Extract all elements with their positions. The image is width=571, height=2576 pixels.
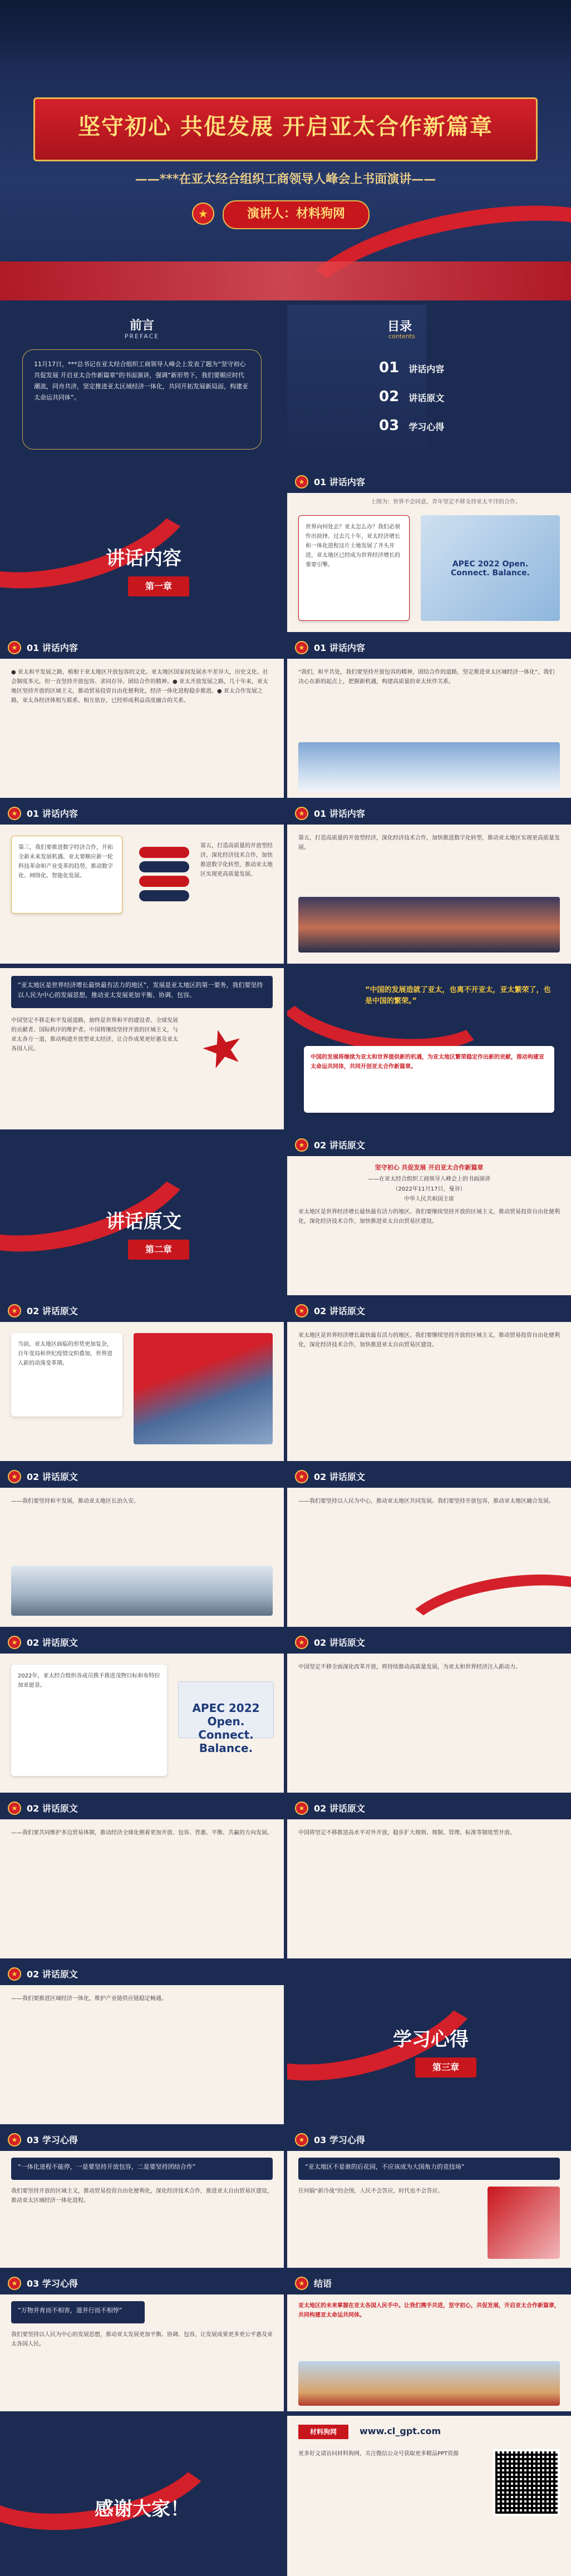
section1-name: 讲话内容 xyxy=(106,547,181,570)
section1-page1b-slide xyxy=(287,636,571,798)
slide-header-label: 01 讲话内容 xyxy=(27,808,78,819)
toc-item-label: 学习心得 xyxy=(408,422,445,432)
section2-page3-slide xyxy=(0,1631,284,1793)
party-emblem-icon: ★ xyxy=(295,641,308,654)
toc-item-3[interactable] xyxy=(379,417,444,434)
slide-header-label: 02 讲话原文 xyxy=(27,1306,78,1316)
red-ribbon-decoration xyxy=(0,2416,232,2549)
brand-badge: 材料狗网 xyxy=(298,2425,348,2439)
slide-header xyxy=(287,2272,571,2294)
section3-page1-quote: “一体化进程不能停，一是要坚持开放包容，二是要坚持团结合作” xyxy=(11,2158,273,2180)
slide-header xyxy=(0,636,284,659)
doc-body: 亚太地区是世界经济增长最快最有活力的地区。我们要继续坚持开放的区域主义，推动贸易投资自由化便利化，深化经济技术合作，加快推进亚太自由贸易区建设。 xyxy=(298,1209,560,1225)
slide-header-label: 02 讲话原文 xyxy=(314,1637,365,1648)
section1-page4-slide xyxy=(287,968,571,1129)
slide-header-label: 02 讲话原文 xyxy=(314,1140,365,1151)
section3-page2-quote: “万物并育而不相害，道并行而不相悖” xyxy=(11,2301,145,2323)
summary-body: 亚太地区的未来掌握在亚太各国人民手中。让我们携手共进，坚守初心，共促发展，开启亚太合作新篇章，共同构建亚太命运共同体。 xyxy=(298,2303,560,2318)
section2-page4-slide xyxy=(0,1797,284,1958)
apec-logo-image xyxy=(178,1681,274,1755)
section2-page3-text: 2022年，亚太经合组织各成员携手推进茂物目标和布特拉加亚愿景。 xyxy=(11,1665,167,1776)
section1-page4-banner: “中国的发展造就了亚太，也离不开亚太，亚太繁荣了，也是中国的繁荣。” xyxy=(365,986,551,1005)
party-emblem-icon: ★ xyxy=(8,1636,21,1649)
mountain-image xyxy=(11,1566,273,1616)
section1-page2-slide xyxy=(0,802,284,964)
toc-item-1[interactable] xyxy=(379,359,444,376)
slide-header-label: 03 学习心得 xyxy=(27,2278,78,2289)
thanks-slide xyxy=(0,2416,284,2576)
section1-page3-quote: “亚太地区是世界经济增长最快最有活力的地区”，发展是亚太地区的第一要务，我们要坚持以人民为中心的发展思想，推动亚太发展更加平衡、协调、包容。 xyxy=(11,976,273,1008)
slide-header xyxy=(0,2272,284,2294)
section1-page1-body: ● 亚太和平发展之路，植根于亚太地区开放包容的文化。亚太地区国家间发展水平差异大，历史文化、社会制度多元，但一直坚持开放包容、求同存异、团结合作的精神。● 亚太开放发展之路，几十年来，亚太地区坚持开放的区域主义，推动贸易投资自由化便利化，经济一体化进程稳步推进。● 亚太合作发展之路，亚太各经济体相互联系、相互依存，已经形成利益高度融合的关系。 xyxy=(11,669,268,704)
slide-header xyxy=(0,1963,284,1985)
slide-header xyxy=(287,1797,571,1819)
slide-header xyxy=(0,1797,284,1819)
party-emblem-icon: ★ xyxy=(295,1802,308,1815)
party-emblem-icon: ★ xyxy=(295,1138,308,1152)
slide-header xyxy=(0,2129,284,2151)
slide-header xyxy=(287,1631,571,1654)
slide-header xyxy=(0,1300,284,1322)
slide-header-label: 02 讲话原文 xyxy=(314,1472,365,1482)
sky-image xyxy=(298,742,560,792)
slide-header xyxy=(0,802,284,825)
section2-page4-text: ——我们要共同维护多边贸易体制，推动经济全球化朝着更加开放、包容、普惠、平衡、共赢的方向发展。 xyxy=(11,1830,273,1836)
section1-text-box: 世界向何处去？亚太怎么办？我们必须作出抉择。过去几十年，亚太经济增长和一体化进程这片土地发展了齐头并进，亚太地区已经成为世界经济增长的重要引擎。 xyxy=(298,515,410,621)
slide-header xyxy=(0,1631,284,1654)
cover-sky xyxy=(0,0,571,67)
section1-page3-body: 中国坚定不移走和平发展道路，始终是世界和平的建设者、全球发展的贡献者、国际秩序的维护者。中国将继续坚持开放的区域主义，与亚太各方一道，推动构建开放型亚太经济，让合作成果更好惠及亚太各国人民。 xyxy=(11,1018,178,1052)
section1-page2-left: 第三，我们要推进数字经济合作，开拓全新未来发展机遇。亚太要顺应新一轮科技革命和产业变革的趋势，推动数字化、网络化、智能化发展。 xyxy=(11,836,122,914)
toc-item-2[interactable] xyxy=(379,388,444,405)
section2-doc-slide xyxy=(287,1134,571,1295)
party-emblem-icon: ★ xyxy=(8,1802,21,1815)
slide-header xyxy=(287,1300,571,1322)
doc-author: 中华人民共和国主席 xyxy=(404,1196,454,1202)
section2-page2-text: ——我们要坚持和平发展，推动亚太地区长治久安。 xyxy=(11,1498,139,1504)
section3-page1b-quote: “亚太地区不是谁的后花园，不应该成为大国角力的竞技场” xyxy=(298,2158,560,2180)
section3-page1b-slide xyxy=(287,2129,571,2268)
section1-page2-side: 第五，打造高质量的开放型经济，深化经济技术合作，加快推进数字化转型，推动亚太地区实现更高质量发展。 xyxy=(200,843,273,877)
section2-page2-slide xyxy=(0,1465,284,1627)
books-icon xyxy=(139,847,189,908)
doc-subtitle: ——在亚太经合组织工商领导人峰会上的书面演讲 xyxy=(368,1176,490,1182)
promo-text: 更多好文请访问材料狗网，关注微信公众号获取更多精品PPT资源 xyxy=(298,2451,459,2457)
section1-page1-slide xyxy=(0,636,284,798)
star-icon: ★ xyxy=(193,1014,252,1083)
party-emblem-icon: ★ xyxy=(8,1304,21,1317)
slide-header-label: 02 讲话原文 xyxy=(27,1969,78,1980)
toc-item-num: 01 xyxy=(379,359,400,376)
section1-page2b-slide xyxy=(287,802,571,964)
slide-header-label: 结语 xyxy=(314,2278,332,2289)
slide-header xyxy=(287,1134,571,1156)
party-emblem-icon: ★ xyxy=(8,1967,21,1981)
sunset-image xyxy=(298,897,560,953)
party-emblem-icon: ★ xyxy=(8,641,21,654)
flag-port-image xyxy=(134,1333,273,1444)
slide-header-label: 01 讲话内容 xyxy=(314,808,365,819)
cover-presenter: 演讲人：材料狗网 xyxy=(223,200,370,229)
cover-title: 坚守初心 共促发展 开启亚太合作新篇章 xyxy=(78,113,493,140)
section2-page5-text: ——我们要推进区域经济一体化，维护产业链供应链稳定畅通。 xyxy=(11,1996,167,2002)
slide-header-label: 01 讲话内容 xyxy=(314,643,365,653)
slide-header xyxy=(0,1465,284,1488)
toc-item-label: 讲话内容 xyxy=(408,364,445,374)
party-emblem-icon: ★ xyxy=(8,1470,21,1483)
section2-page4b-slide xyxy=(287,1797,571,1958)
apec-logo-text: APEC 2022 Open. Connect. Balance. xyxy=(451,560,530,578)
slide-header-label: 02 讲话原文 xyxy=(314,1803,365,1814)
section1-page3-slide xyxy=(0,968,284,1129)
section2-page1-text: 当前，亚太地区面临的形势更加复杂，百年变局和世纪疫情交织叠加，世界进入新的动荡变革期。 xyxy=(11,1333,122,1417)
doc-title: 坚守初心 共促发展 开启亚太合作新篇章 xyxy=(375,1164,484,1171)
qr-code-icon xyxy=(493,2449,560,2516)
doc-date: （2022年11月17日，曼谷） xyxy=(392,1186,466,1192)
slide-header-label: 02 讲话原文 xyxy=(27,1637,78,1648)
section2-page5-slide xyxy=(0,1963,284,2124)
section2-page1-slide xyxy=(0,1300,284,1461)
cover-title-band xyxy=(33,97,538,161)
section2-name: 讲话原文 xyxy=(106,1211,181,1233)
section2-title-slide xyxy=(0,1134,284,1295)
party-emblem-icon: ★ xyxy=(295,1470,308,1483)
party-emblem-icon: ★ xyxy=(295,1304,308,1317)
slide-header xyxy=(287,2129,571,2151)
promo-slide xyxy=(287,2416,571,2576)
section3-page1b-body: 任何搞“新冷战”的企图，人民不会答应，时代也不会答应。 xyxy=(298,2188,444,2194)
summary-slide xyxy=(287,2272,571,2411)
party-emblem-icon: ★ xyxy=(295,475,308,488)
section2-page1b-slide xyxy=(287,1300,571,1461)
section3-chapter-badge: 第三章 xyxy=(415,2057,476,2077)
cover-ribbon-bottom xyxy=(0,261,571,300)
slide-header-label: 03 学习心得 xyxy=(27,2135,78,2145)
slide-header xyxy=(287,471,571,493)
slide-header-label: 02 讲话原文 xyxy=(27,1803,78,1814)
slide-header-label: 02 讲话原文 xyxy=(27,1472,78,1482)
section2-page3b-text: 中国坚定不移全面深化改革开放，将持续推动高质量发展，为亚太和世界经济注入新动力。 xyxy=(298,1664,521,1670)
preface-title-en: PREFACE xyxy=(124,333,160,340)
section1-intro-slide xyxy=(287,471,571,632)
section2-page4b-text: 中国将坚定不移推进高水平对外开放，稳步扩大规则、规制、管理、标准等制度型开放。 xyxy=(298,1830,515,1836)
party-emblem-icon: ★ xyxy=(295,1636,308,1649)
section2-page2b-slide xyxy=(287,1465,571,1627)
cover-subtitle: ——***在亚太经合组织工商领导人峰会上书面演讲—— xyxy=(135,172,436,186)
slide-header-label: 01 讲话内容 xyxy=(27,643,78,653)
section1-page4-body: 中国的发展将继续为亚太和世界提供新的机遇，为亚太地区繁荣稳定作出新的贡献，推动构建亚太命运共同体，共同开创亚太合作新篇章。 xyxy=(304,1046,554,1113)
thanks-text: 感谢大家！ xyxy=(95,2498,189,2520)
preface-body: 11月17日，***总书记在亚太经合组织工商领导人峰会上发表了题为“坚守初心 共促发展 开启亚太合作新篇章”的书面演讲，强调“新形势下，我们要顺应时代潮流，同舟共济，坚定推进亚太区域经济一体化，共同开拓发展新局面，构建亚太命运共同体”。 xyxy=(22,349,262,450)
slide-header xyxy=(287,636,571,659)
section3-page1-slide xyxy=(0,2129,284,2268)
toc-title-en: contents xyxy=(388,333,415,340)
apec-logo-image xyxy=(421,515,560,621)
cover-slide xyxy=(0,0,571,300)
toc-title: 目录 xyxy=(387,319,412,334)
section3-page1-body: 我们要坚持开放的区域主义，推动贸易投资自由化便利化，深化经济技术合作，推进亚太自由贸易区建设，推动亚太区域经济一体化进程。 xyxy=(11,2188,273,2204)
site-url[interactable]: www.cl_gpt.com xyxy=(360,2426,441,2436)
slide-header-label: 03 学习心得 xyxy=(314,2135,365,2145)
section1-title-slide xyxy=(0,471,284,632)
decorative-image xyxy=(488,2187,560,2259)
section1-chapter-badge: 第一章 xyxy=(128,576,189,596)
section2-page2b-text: ——我们要坚持以人民为中心，推动亚太地区共同发展。我们要坚持开放包容，推动亚太地区融合发展。 xyxy=(298,1498,554,1504)
toc-item-num: 03 xyxy=(379,417,400,434)
apec-logo-text: APEC 2022 Open. Connect. Balance. xyxy=(192,1701,260,1755)
party-emblem-icon: ★ xyxy=(8,2133,21,2146)
party-emblem-icon: ★ xyxy=(295,2277,308,2290)
section1-page2b-text: 第五，打造高质量的开放型经济，深化经济技术合作，加快推进数字化转型，推动亚太地区实现更高质量发展。 xyxy=(298,835,560,851)
slide-header xyxy=(287,802,571,825)
tiananmen-image xyxy=(298,2361,560,2406)
party-emblem-icon: ★ xyxy=(295,2133,308,2146)
section3-page2-body: 我们要坚持以人民为中心的发展思想，推动亚太发展更加平衡、协调、包容，让发展成果更多更公平惠及亚太各国人民。 xyxy=(11,2332,273,2347)
slide-header xyxy=(287,1465,571,1488)
party-emblem-icon: ★ xyxy=(8,807,21,820)
section2-chapter-badge: 第二章 xyxy=(128,1240,189,1260)
party-emblem-icon: ★ xyxy=(295,807,308,820)
preface-title: 前言 xyxy=(129,318,154,333)
section3-name: 学习心得 xyxy=(393,2029,469,2051)
toc-item-label: 讲话原文 xyxy=(408,393,445,403)
preface-slide xyxy=(0,305,284,466)
section2-page1b-text: 亚太地区是世界经济增长最快最有活力的地区。我们要继续坚持开放的区域主义，推动贸易投资自由化便利化，深化经济技术合作，加快推进亚太自由贸易区建设。 xyxy=(298,1333,560,1348)
toc-slide xyxy=(287,305,571,466)
section2-page3b-slide xyxy=(287,1631,571,1793)
slide-header-label: 02 讲话原文 xyxy=(314,1306,365,1316)
section3-title-slide xyxy=(287,1963,571,2124)
party-emblem-icon: ★ xyxy=(192,203,214,225)
section1-page1-right: “我们，和平共处，我们要坚持开放包容的精神，团结合作的道路，坚定推进亚太区域经济一体化”，我们决心在新的起点上，把握新机遇，构建高质量的亚太伙伴关系。 xyxy=(298,669,555,685)
party-emblem-icon: ★ xyxy=(8,2277,21,2290)
section1-caption: 上图为：世界不会同意，青年坚定不移支持亚太平洋的合作。 xyxy=(371,499,521,505)
slide-header-label: 01 讲话内容 xyxy=(314,477,365,487)
section3-page2-slide xyxy=(0,2272,284,2411)
toc-item-num: 02 xyxy=(379,388,400,405)
